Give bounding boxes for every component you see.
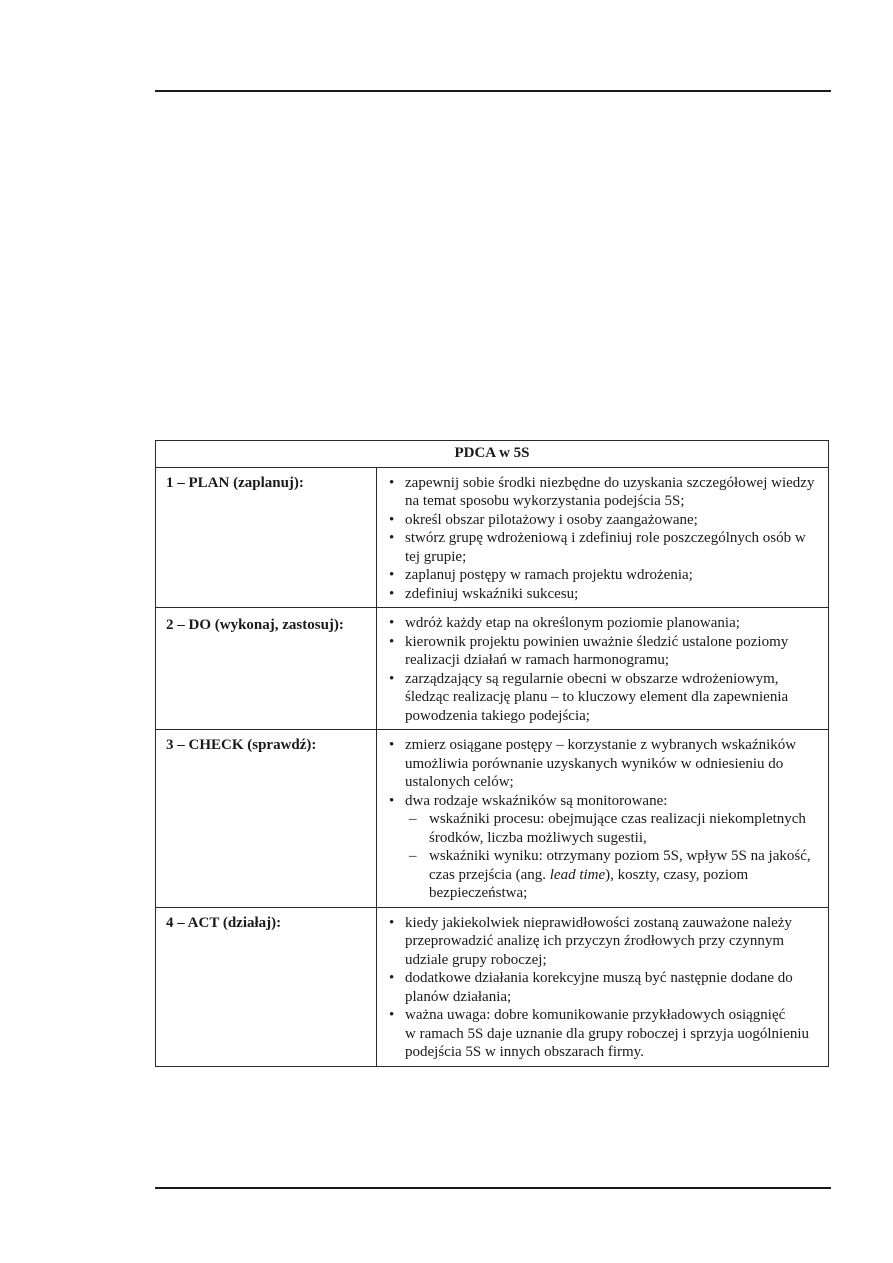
sub-list-item: – wskaźniki procesu: obejmujące czas realizacji niekompletnych środków, liczba możliwych sugestii, <box>405 810 818 847</box>
stage-label-act: 4 – ACT (działaj): <box>156 907 377 1066</box>
stage-items-check <box>377 730 829 908</box>
stage-label-plan: 1 – PLAN (zaplanuj): <box>156 467 377 608</box>
list-item: • zaplanuj postępy w ramach projektu wdrożenia; <box>389 566 818 585</box>
footer-rule <box>155 1187 831 1189</box>
stage-items-plan <box>377 467 829 608</box>
list-item-text: dwa rodzaje wskaźników są monitorowane: <box>405 792 668 809</box>
stage-items-do <box>377 608 829 730</box>
table-row-do <box>156 608 829 730</box>
list-item: • ważna uwaga: dobre komunikowanie przykładowych osiągnięć w ramach 5S daje uznanie dla grupy roboczej i sprzyja uogólnieniu podejścia 5S w innych obszarach firmy. <box>389 1006 818 1062</box>
list-item: • zarządzający są regularnie obecni w obszarze wdrożeniowym, śledząc realizację planu – to kluczowy element dla zapewnienia powodzenia takiego podejścia; <box>389 670 818 726</box>
stage-label-check: 3 – CHECK (sprawdź): <box>156 730 377 908</box>
sub-list-item-text: ), koszty, czasy, poziom bezpieczeństwa; <box>429 866 749 901</box>
list-item: • kierownik projektu powinien uważnie śledzić ustalone poziomy realizacji działań w ramach harmonogramu; <box>389 633 818 670</box>
list-item: • dodatkowe działania korekcyjne muszą być następnie dodane do planów działania; <box>389 969 818 1006</box>
sub-list-item-text: wskaźniki wyniku: otrzymany poziom 5S, wpływ 5S na jakość, czas przejścia (ang. <box>429 848 811 883</box>
table-header-row <box>156 441 829 468</box>
list-item: • kiedy jakiekolwiek nieprawidłowości zostaną zauważone należy przeprowadzić analizę ich przyczyn źrodłowych przy czynnym udziale grupy roboczej; <box>389 914 818 970</box>
list-item: • zmierz osiągane postępy – korzystanie z wybranych wskaźników umożliwia porównanie uzyskanych wyników w odniesieniu do ustalonych celów; <box>389 736 818 792</box>
pdca-table <box>155 440 829 1067</box>
sub-list-item-italic: lead time <box>549 866 606 883</box>
list-item: • zapewnij sobie środki niezbędne do uzyskania szczegółowej wiedzy na temat sposobu wykorzystania podejścia 5S; <box>389 474 818 511</box>
list-item: • zdefiniuj wskaźniki sukcesu; <box>389 585 818 604</box>
list-item: • stwórz grupę wdrożeniową i zdefiniuj role poszczególnych osób w tej grupie; <box>389 529 818 566</box>
stage-label-do: 2 – DO (wykonaj, zastosuj): <box>156 608 377 730</box>
stage-items-act <box>377 907 829 1066</box>
table-row-plan <box>156 467 829 608</box>
list-item: • określ obszar pilotażowy i osoby zaangażowane; <box>389 511 818 530</box>
list-item: • wdróż każdy etap na określonym poziomie planowania; <box>389 614 818 633</box>
table-row-act <box>156 907 829 1066</box>
table-title: PDCA w 5S <box>156 441 829 468</box>
list-item <box>389 792 818 903</box>
table-row-check <box>156 730 829 908</box>
sub-list-item <box>405 847 818 903</box>
header-rule <box>155 90 831 92</box>
